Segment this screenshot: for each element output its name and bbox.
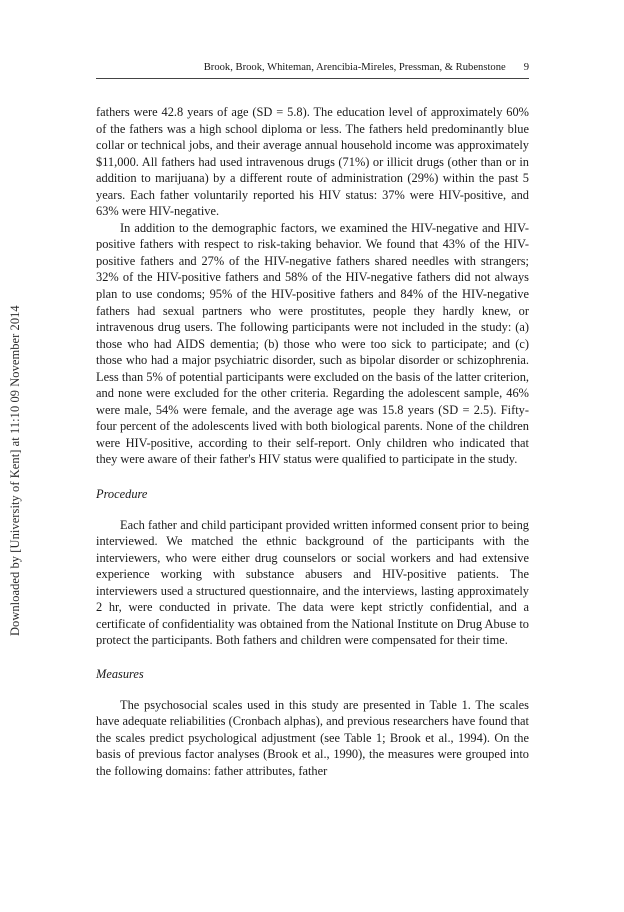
paragraph-procedure: Each father and child participant provided written informed consent prior to being interviewed. We matched the ethnic background of the participants with the interviewers, who were either drug counselors or social workers and had extensive experience working with substance abusers and HIV-positive patients. The interviewers used a structured questionnaire, and the interviews, lasting approximately 2 hr, were conducted in private. The data were kept strictly confidential, and a certificate of confidentiality was obtained from the National Institute on Drug Abuse to protect the participants. Both fathers and children were compensated for their time. — [96, 517, 529, 648]
header-rule — [96, 78, 529, 79]
page-number: 9 — [523, 62, 529, 73]
header-authors: Brook, Brook, Whiteman, Arencibia-Mireles, Pressman, & Rubenstone — [203, 62, 506, 73]
section-heading-procedure: Procedure — [96, 487, 148, 502]
page-body — [96, 104, 529, 779]
download-watermark-text: Downloaded by [University of Kent] at 11:10 09 November 2014 — [8, 305, 22, 636]
running-header — [96, 62, 529, 73]
paragraph-risk-behavior: In addition to the demographic factors, we examined the HIV-negative and HIV-positive fathers with respect to risk-taking behavior. We found that 43% of the HIV-positive fathers and 27% of the HIV-negative fathers shared needles with strangers; 32% of the HIV-positive fathers and 58% of the HIV-negative fathers did not always plan to use condoms; 95% of the HIV-positive fathers and 84% of the HIV-negative fathers had sexual partners who were prostitutes, people they hardly knew, or intravenous drug users. The following participants were not included in the study: (a) those who had AIDS dementia; (b) those who were too sick to participate; and (c) those who had a major psychiatric disorder, such as bipolar disorder or schizophrenia. Less than 5% of potential participants were excluded on the basis of the latter criterion, and none were excluded for the other criteria. Regarding the adolescent sample, 46% were male, 54% were female, and the average age was 15.8 years (SD = 2.5). Fifty-four percent of the adolescents lived with both biological parents. None of the children were HIV-positive, according to their self-report. Only children who indicated that they were aware of their father's HIV status were qualified to participate in the study. — [96, 220, 529, 467]
paragraph-demographics: fathers were 42.8 years of age (SD = 5.8). The education level of approximately 60% of the fathers was a high school diploma or less. The fathers held predominantly blue collar or technical jobs, and their average annual household income was approximately $11,000. All fathers had used intravenous drugs (71%) or illicit drugs (other than or in addition to marijuana) by a different route of administration (29%) within the past 5 years. Each father voluntarily reported his HIV status: 37% were HIV-positive, and 63% were HIV-negative. — [96, 105, 529, 219]
paragraph-measures: The psychosocial scales used in this study are presented in Table 1. The scales have adequate reliabilities (Cronbach alphas), and previous researchers have found that the scales predict psychological adjustment (see Table 1; Brook et al., 1994). On the basis of previous factor analyses (Brook et al., 1990), the measures were grouped into the following domains: father attributes, father — [96, 697, 529, 778]
section-heading-measures: Measures — [96, 666, 144, 681]
